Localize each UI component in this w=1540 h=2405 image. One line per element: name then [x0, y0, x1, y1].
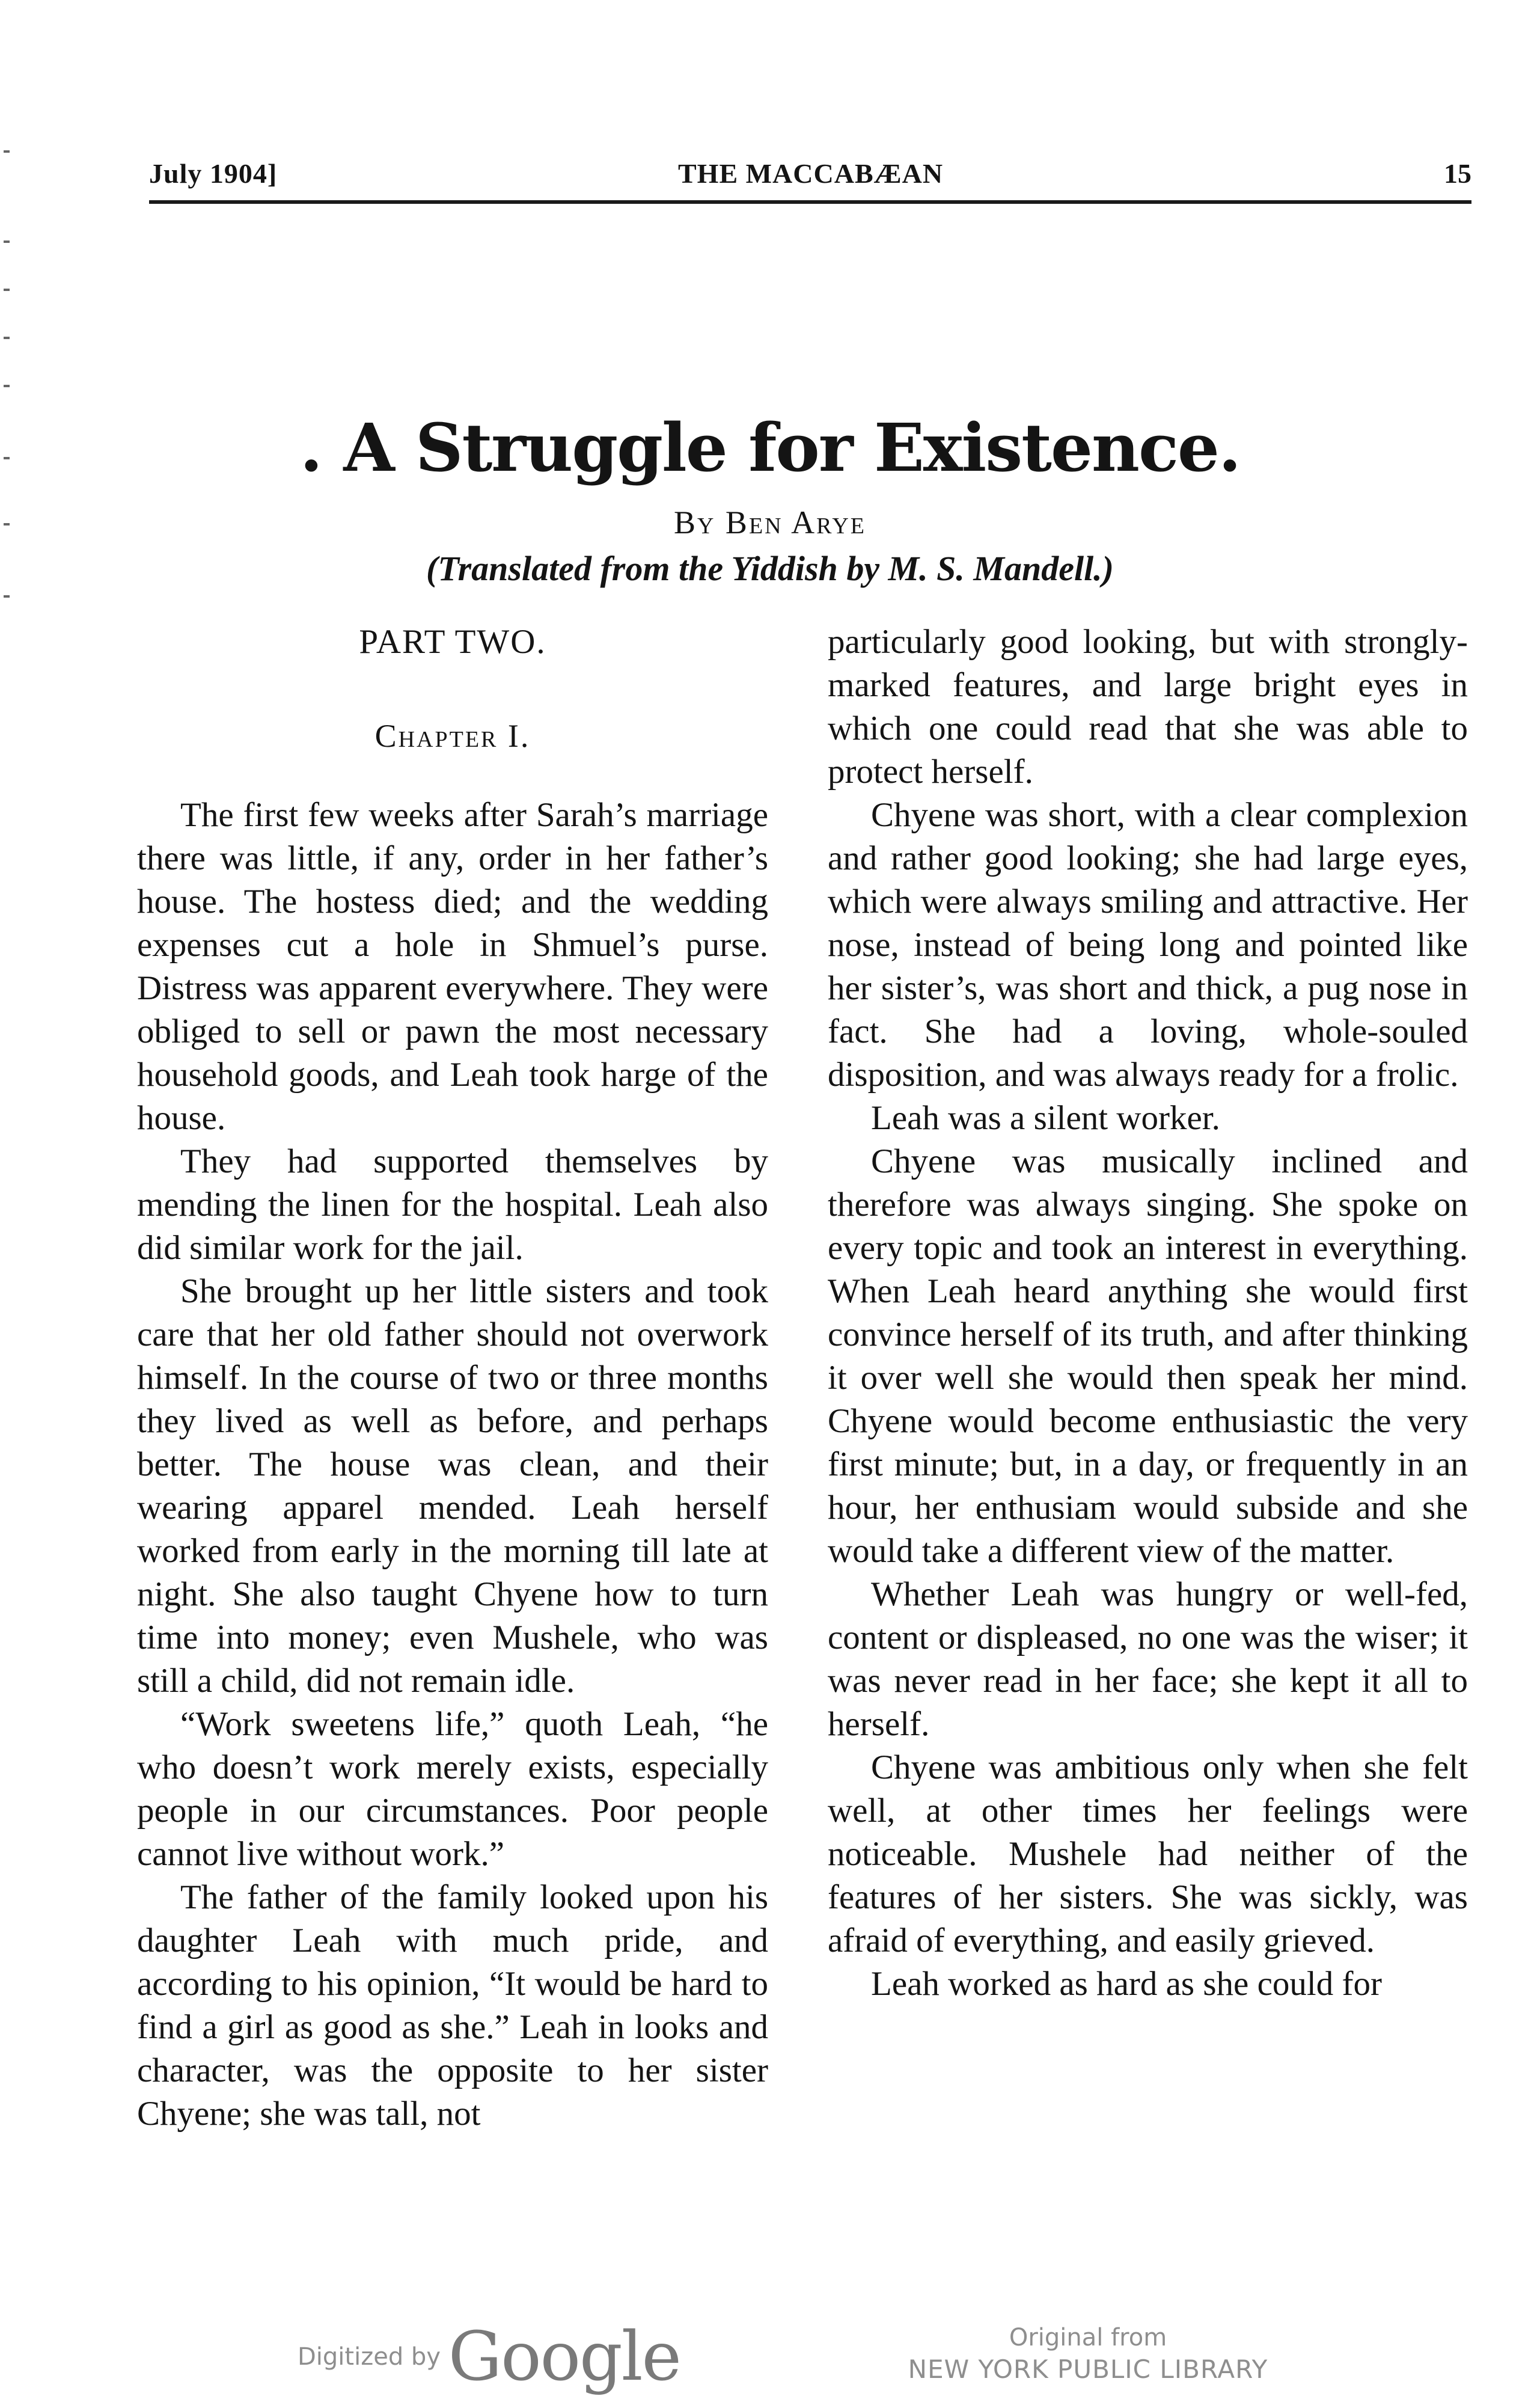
header-journal-title: THE MACCABÆAN	[678, 158, 944, 189]
paragraph: Chyene was musically inclined and therefore was always singing. She spoke on every topic and took an interest in everything. When Leah heard anything she would first convince herself of its truth, and after thinking it over well she would then speak her mind. Chyene would become enthusiastic the very first minute; but, in a day, or frequently in an hour, her enthusiam would subside and she would take a different view of the matter.	[828, 1142, 1468, 1570]
paragraph: Whether Leah was hungry or well-fed, content or displeased, no one was the wiser; it was never read in her face; she kept it all to herself.	[828, 1575, 1468, 1743]
library-name: NEW YORK PUBLIC LIBRARY	[908, 2354, 1268, 2384]
article-title: . A Struggle for Existence.	[299, 409, 1241, 486]
paragraph: Chyene was short, with a clear complexion and rather good looking; she had large eyes, which were always smiling and attractive. Her nose, instead of being long and pointed like her sister’s, was short and thick, a pug nose in fact. She had a loving, whole-souled disposition, and was always ready for a frolic.	[828, 796, 1468, 1094]
paragraph: Chyene was ambitious only when she felt well, at other times her feelings were noticeable. Mushele had neither of the features of her sisters. She was sickly, was afraid of everything, and easily grieved.	[828, 1748, 1468, 1959]
paragraph: particularly good looking, but with strongly-marked features, and large bright eyes in which one could read that she was able to protect herself.	[828, 623, 1468, 791]
right-column	[828, 620, 1468, 2006]
paragraph: Leah worked as hard as she could for	[871, 1965, 1382, 2003]
paragraph: The father of the family looked upon his daughter Leah with much pride, and according to his opinion, “It would be hard to find a girl as good as she.” Leah in looks and character, was the opposite to her sister Chyene; she was tall, not	[137, 1878, 768, 2133]
chapter-heading: Chapter I.	[374, 718, 531, 754]
paragraph: They had supported themselves by mending the linen for the hospital. Leah also did similar work for the jail.	[137, 1142, 768, 1267]
original-from-label: Original from	[1009, 2324, 1167, 2351]
translator-credit: (Translated from the Yiddish by M. S. Mandell.)	[426, 549, 1114, 588]
digitized-by-label: Digitized by	[298, 2343, 441, 2371]
paragraph: She brought up her little sisters and took care that her old father should not overwork himself. In the course of two or three months they lived as well as before, and perhaps better. The house was clean, and their wearing apparel mended. Leah herself worked from early in the morning till late at night. She also taught Chyene how to turn time into money; even Mushele, who was still a child, did not remain idle.	[137, 1272, 768, 1700]
running-header	[149, 155, 1471, 197]
paragraph: “Work sweetens life,” quoth Leah, “he who doesn’t work merely exists, especially people in our circumstances. Poor people cannot live without work.”	[137, 1705, 768, 1873]
source-library-watermark	[896, 2322, 1280, 2386]
header-rule	[149, 200, 1471, 204]
left-column	[137, 620, 768, 2136]
article-byline: By Ben Arye	[673, 504, 867, 541]
header-page-number: 15	[1444, 158, 1471, 189]
paragraph: Leah was a silent worker.	[871, 1099, 1220, 1137]
part-heading: PART TWO.	[359, 623, 546, 661]
digitized-by-watermark	[298, 2318, 680, 2396]
paragraph: The first few weeks after Sarah’s marriage there was little, if any, order in her father’s house. The hostess died; and the wedding expenses cut a hole in Shmuel’s purse. Distress was apparent everywhere. They were obliged to sell or pawn the most necessary household goods, and Leah took harge of the house.	[137, 796, 768, 1137]
google-logo: Google	[448, 2318, 680, 2396]
header-date: July 1904]	[149, 158, 278, 189]
